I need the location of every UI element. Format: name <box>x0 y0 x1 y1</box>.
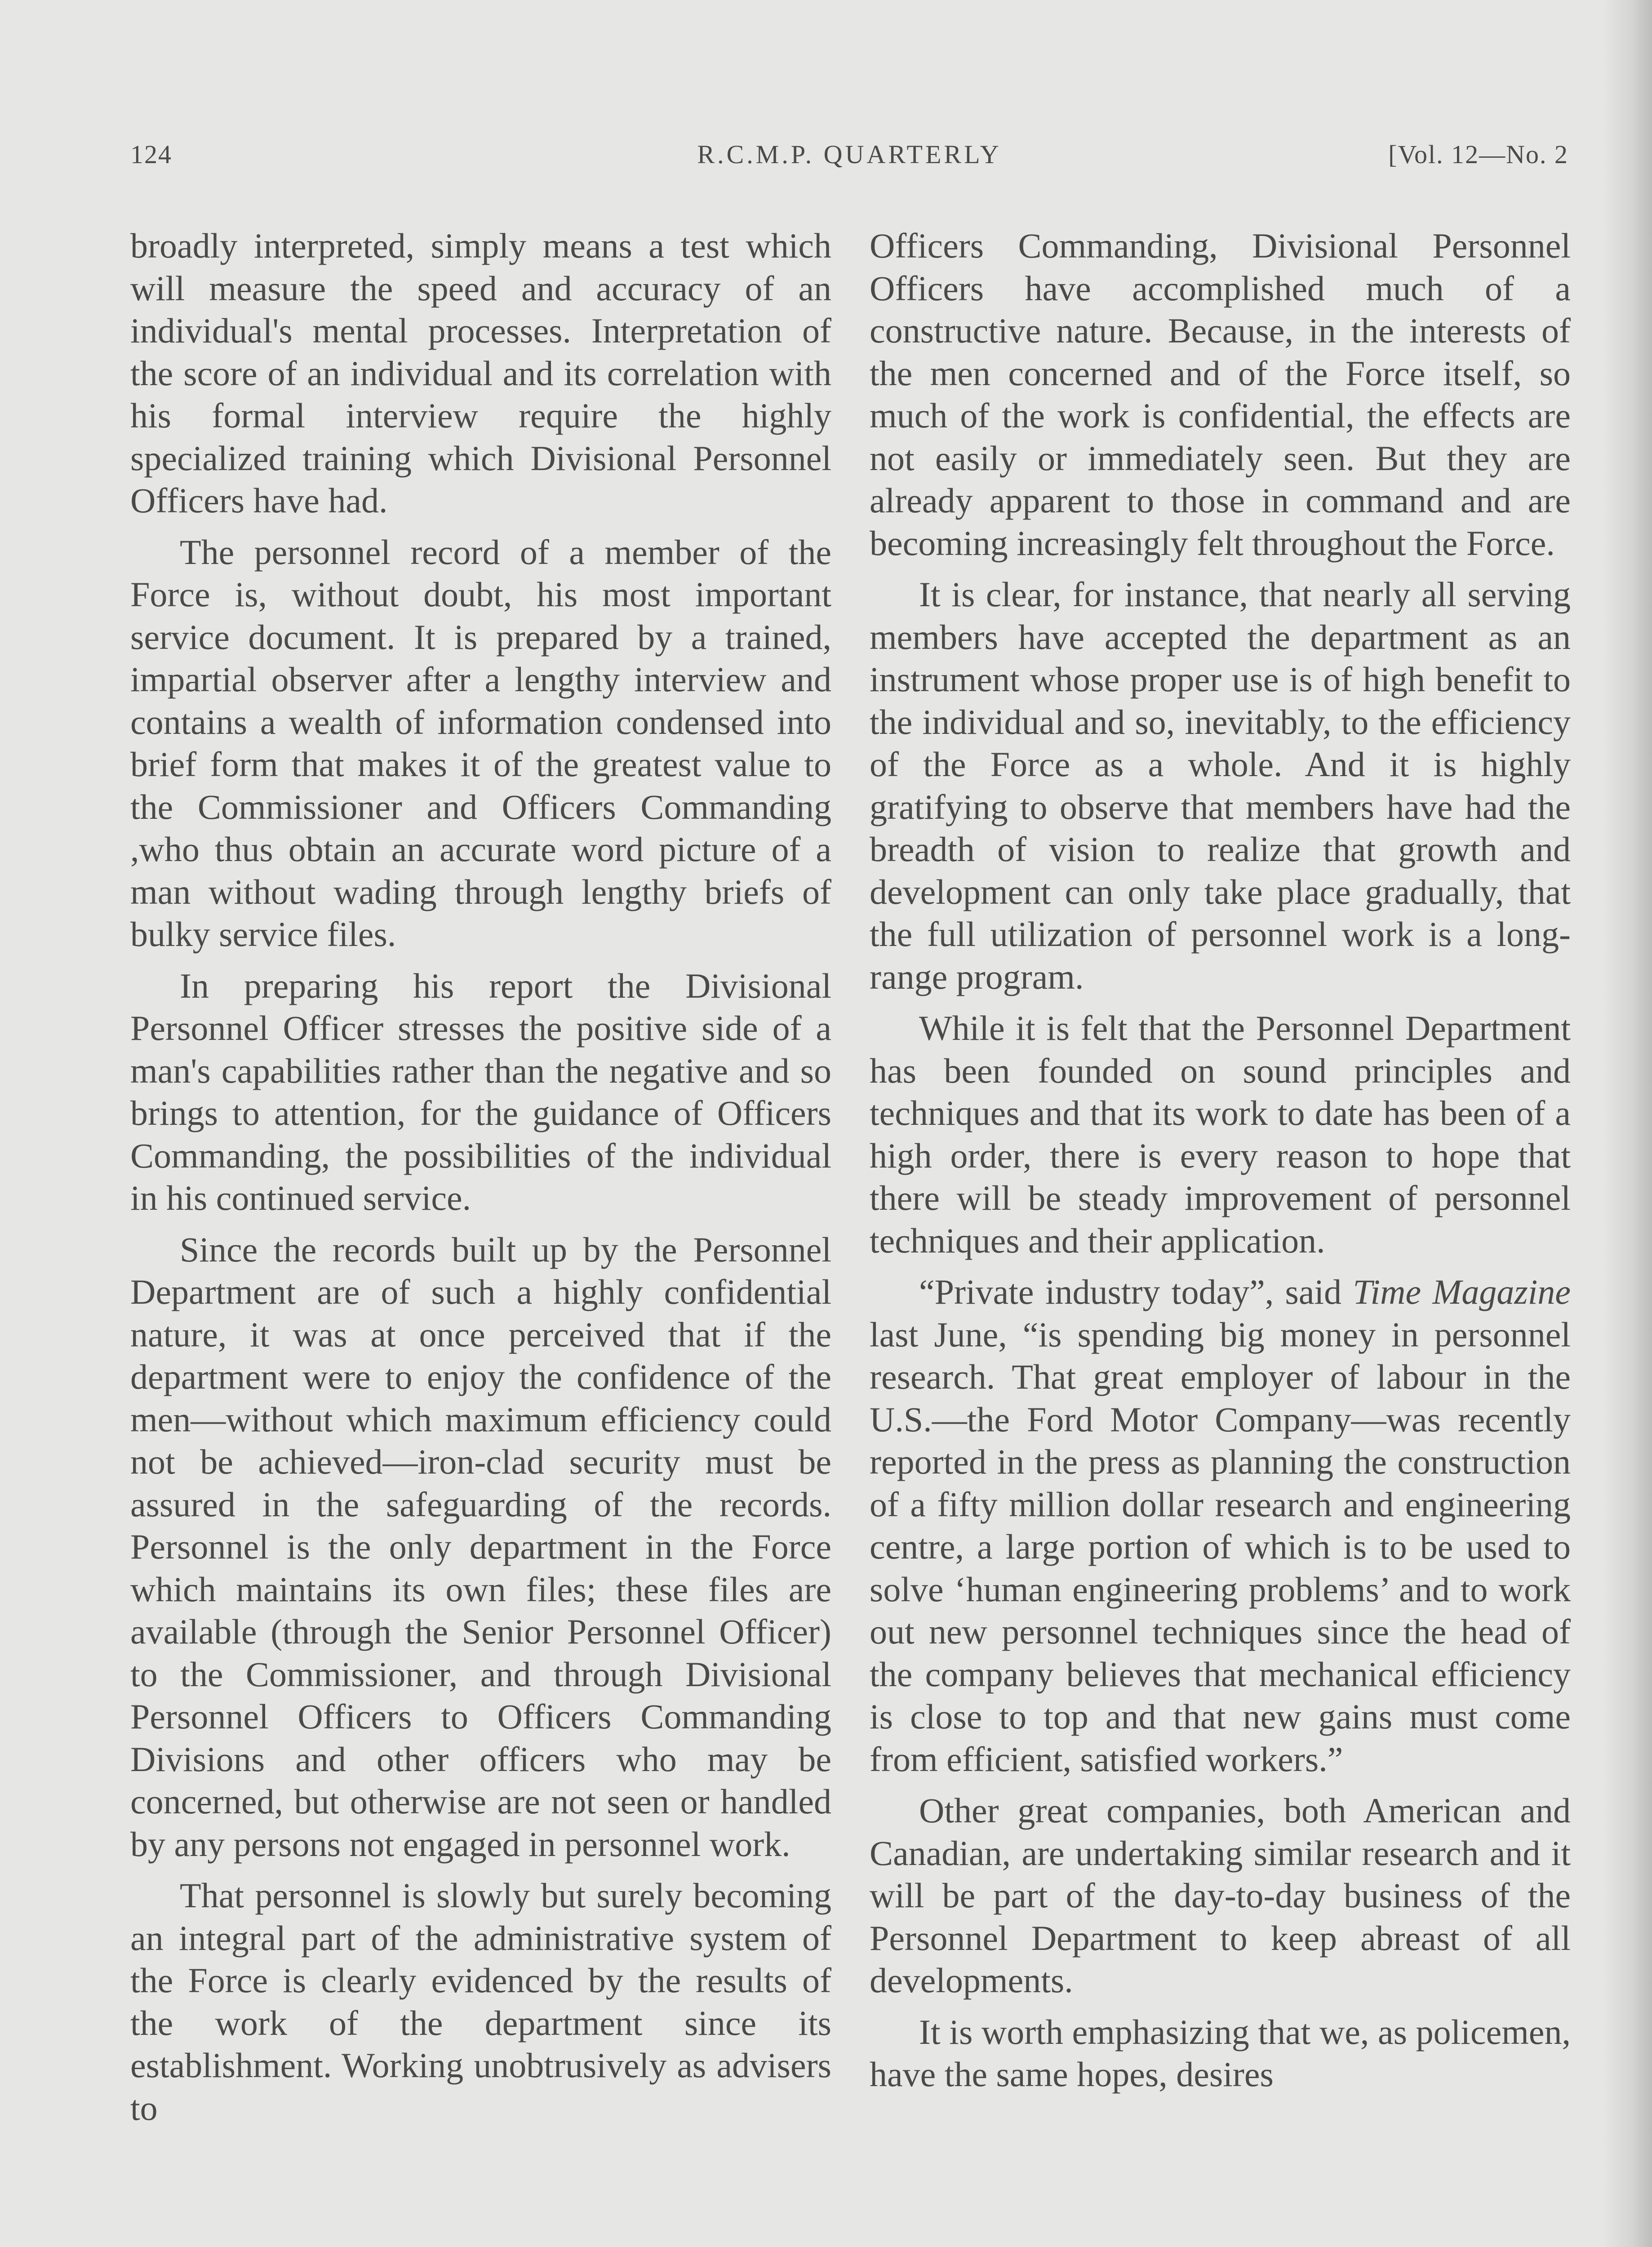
quote-text-start: “Private industry today”, said <box>919 1272 1353 1311</box>
paragraph: In preparing his report the Divisional Personnel Officer stresses the positive side of a man's capabilities rather than the negative and so brings to attention, for the guidance of Officers Commanding, the possibilities of the individual in his continued service. <box>130 966 831 1217</box>
paragraph: Since the records built up by the Personnel Department are of such a highly confidential nature, it was at once perceived that if the department were to enjoy the confidence of the men—without which maximum efficiency could not be achieved—iron-clad security must be assured in the safeguarding of the records. Personnel is the only department in the Force which maintains its own files; these files are available (through the Senior Personnel Officer) to the Commissioner, and through Divisional Personnel Officers to Officers Commanding Divisions and other officers who may be concerned, but otherwise are not seen or handled by any persons not engaged in personnel work. <box>130 1230 831 1864</box>
paragraph-quote <box>870 1271 1571 1781</box>
volume-issue: [Vol. 12—No. 2 <box>1388 140 1568 169</box>
right-column <box>870 225 1571 2096</box>
paragraph: While it is felt that the Personnel Department has been founded on sound principles and techniques and that its work to date has been of a high order, there is every reason to hope that there will be steady improvement of personnel techniques and their application. <box>870 1008 1571 1260</box>
paragraph: The personnel record of a member of the Force is, without doubt, his most important service document. It is prepared by a trained, impartial observer after a lengthy interview and contains a wealth of information condensed into brief form that makes it of the greatest value to the Commissioner and Officers Commanding ,who thus obtain an accurate word picture of a man without wading through lengthy briefs of bulky service files. <box>130 532 831 954</box>
running-header <box>130 139 1568 180</box>
quote-text-end: last June, “is spending big money in personnel research. That great employer of labour in the U.S.—the Ford Motor Company—was recently reported in the press as planning the construction of a fifty million dollar research and engineering centre, a large portion of which is to be used to solve ‘human engineering problems’ and to work out new personnel techniques since the head of the company believes that mechanical efficiency is close to top and that new gains must come from efficient, satisfied workers.” <box>870 1314 1571 1779</box>
page-number: 124 <box>130 140 172 169</box>
page-spine-shadow <box>1603 0 1652 2247</box>
paragraph: It is worth emphasizing that we, as policemen, have the same hopes, desires <box>870 2012 1571 2094</box>
paragraph: broadly interpreted, simply means a test which will measure the speed and accuracy of an individual's mental processes. Interpretation of the score of an individual and its correlation with his formal interview require the highly specialized training which Divisional Personnel Officers have had. <box>130 226 831 520</box>
journal-title: R.C.M.P. QUARTERLY <box>697 140 1002 169</box>
paragraph: Other great companies, both American and Canadian, are undertaking similar research and it will be part of the day-to-day business of the Personnel Department to keep abreast of all developments. <box>870 1791 1571 2000</box>
left-column <box>130 225 831 2129</box>
publication-title: Time Magazine <box>1353 1272 1571 1311</box>
paragraph: It is clear, for instance, that nearly all serving members have accepted the department as an instrument whose proper use is of high benefit to the individual and so, inevitably, to the efficiency of the Force as a whole. And it is highly gratifying to observe that members have had the breadth of vision to realize that growth and development can only take place gradually, that the full utilization of personnel work is a long-range program. <box>870 575 1571 996</box>
paragraph: Officers Commanding, Divisional Personnel Officers have accomplished much of a constructive nature. Because, in the interests of the men concerned and of the Force itself, so much of the work is confidential, the effects are not easily or immediately seen. But they are already apparent to those in command and are becoming increasingly felt throughout the Force. <box>870 226 1571 563</box>
paragraph: That personnel is slowly but surely becoming an integral part of the administrative system of the Force is clearly evidenced by the results of the work of the department since its establishment. Working unobtrusively as advisers to <box>130 1876 831 2127</box>
